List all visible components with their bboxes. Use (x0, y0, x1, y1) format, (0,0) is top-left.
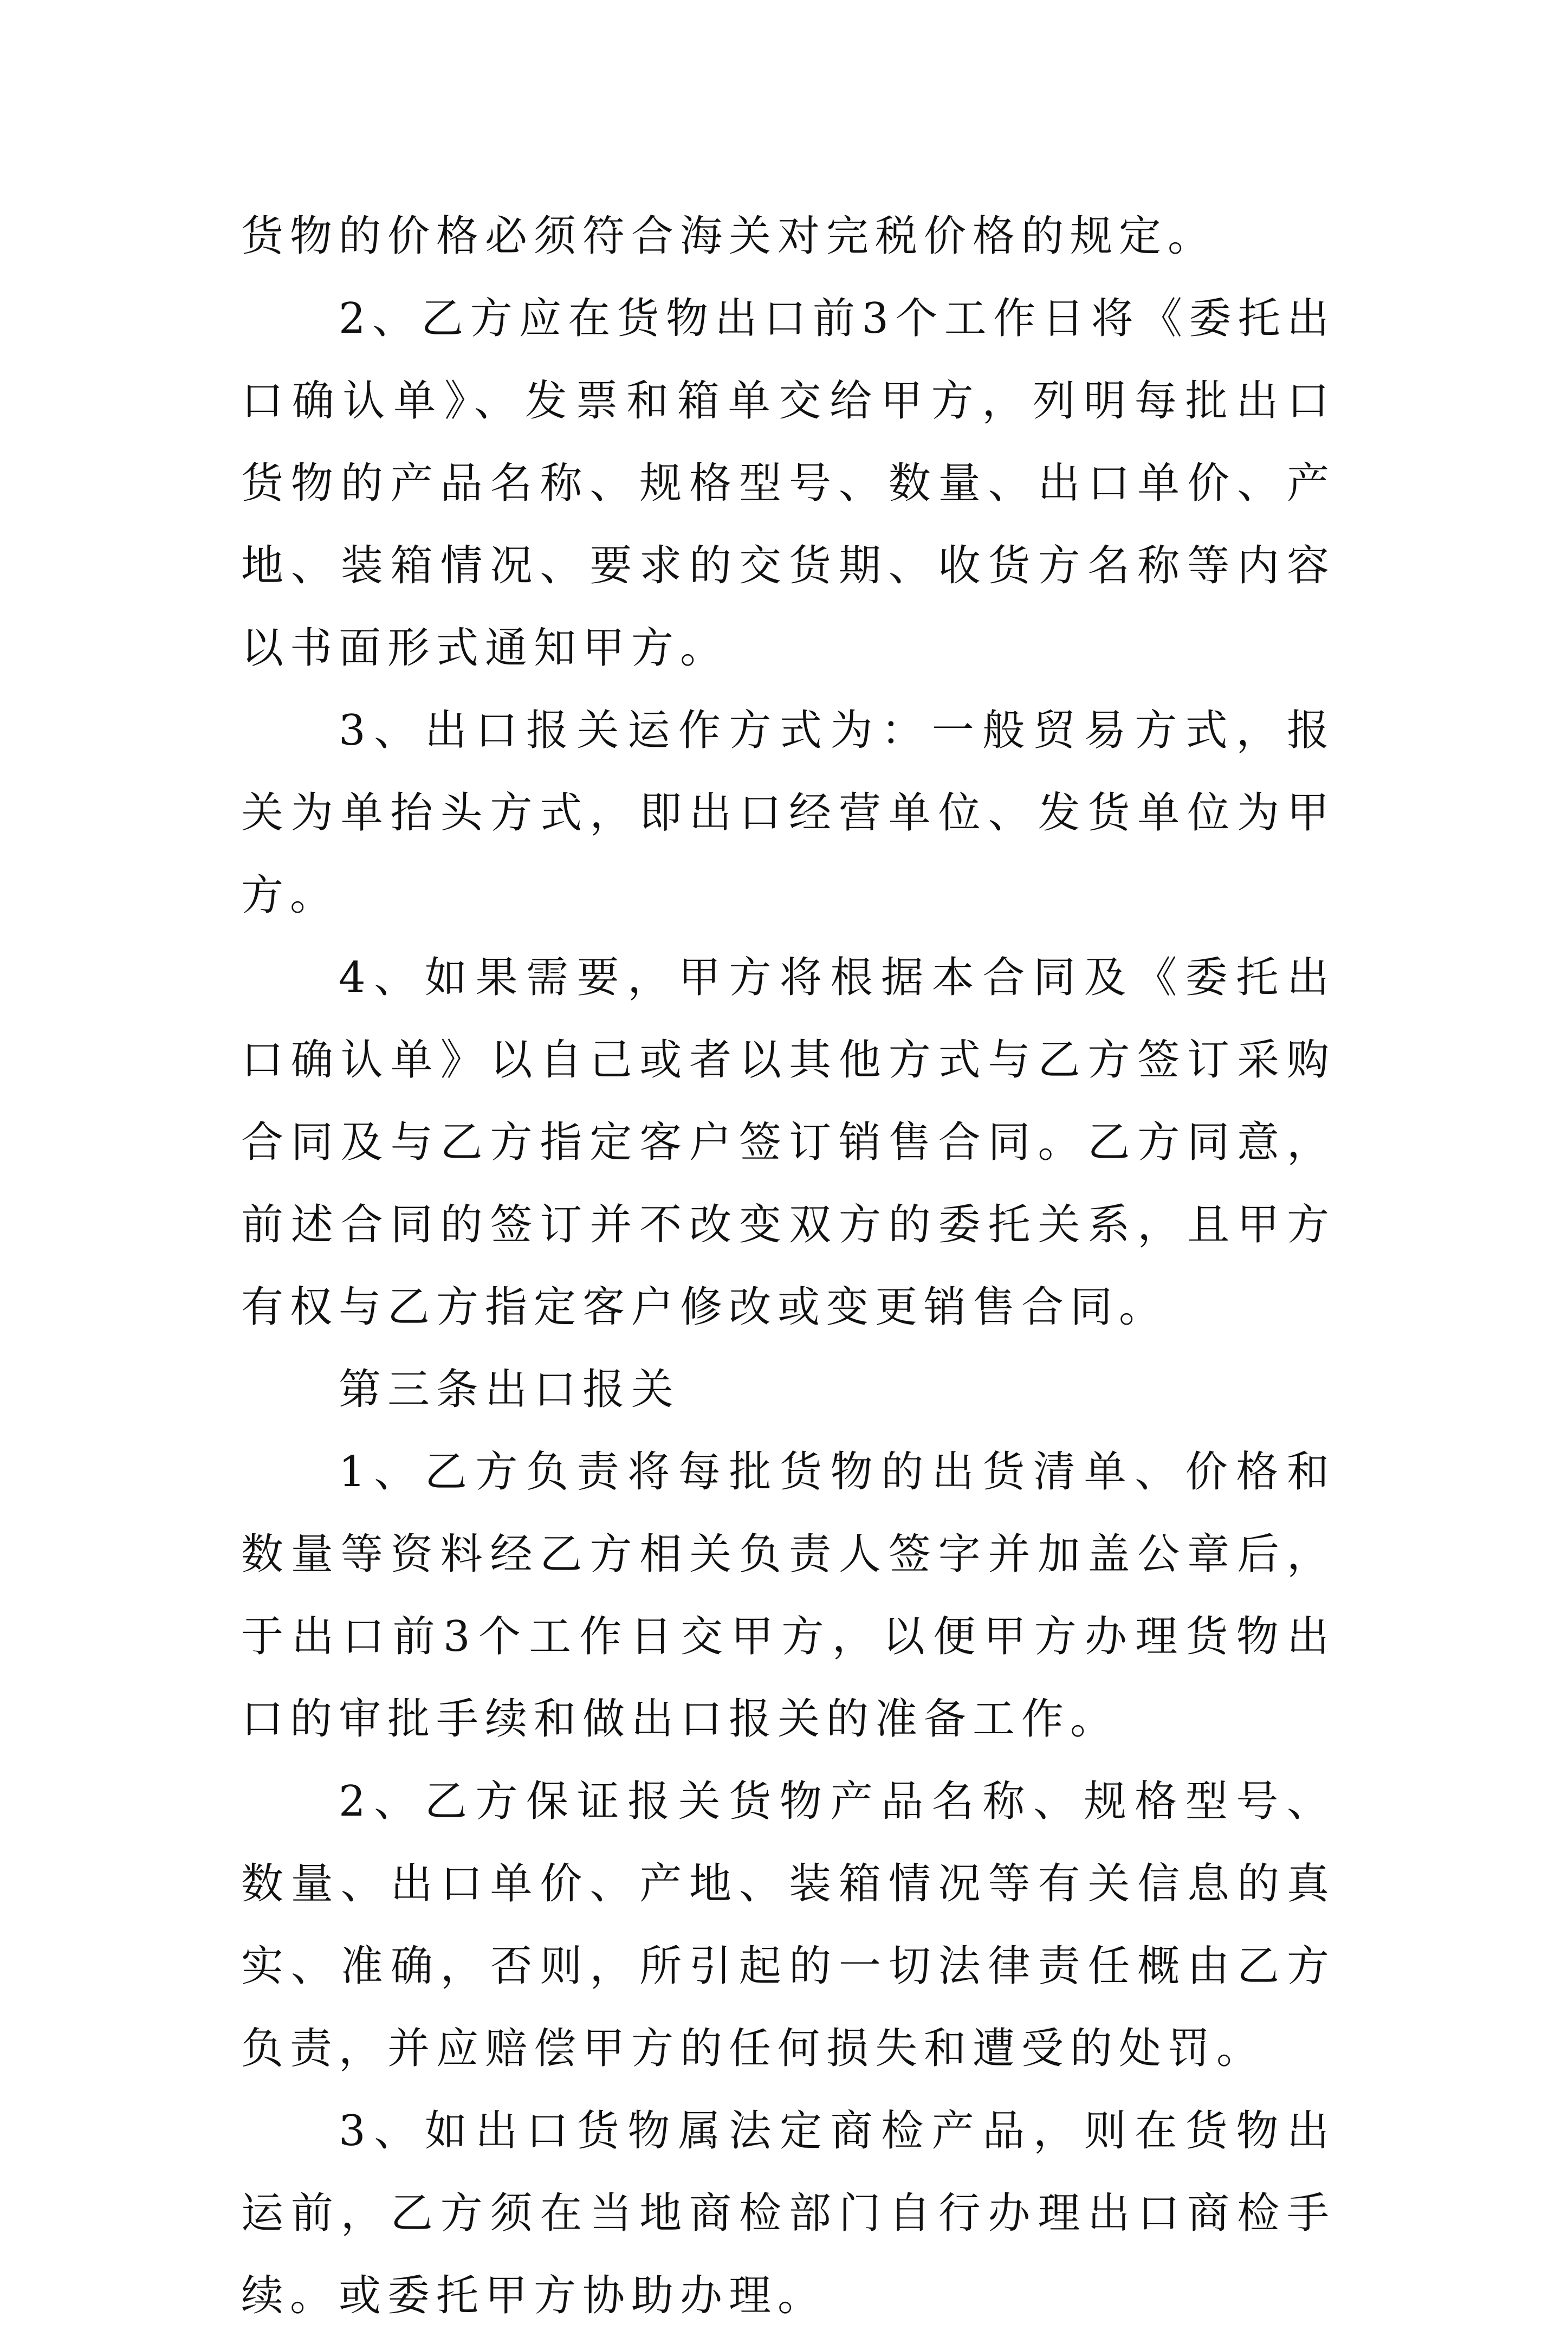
paragraph-clause-2-4: 4、如果需要，甲方将根据本合同及《委托出口确认单》以自己或者以其他方式与乙方签订采购合同及与乙方指定客户签订销售合同。乙方同意，前述合同的签订并不改变双方的委托关系，且甲方有权与乙方指定客户修改或变更销售合同。 (241, 953, 1336, 1332)
paragraph-clause-3-2: 2、乙方保证报关货物产品名称、规格型号、数量、出口单价、产地、装箱情况等有关信息的真实、准确，否则，所引起的一切法律责任概由乙方负责，并应赔偿甲方的任何损失和遭受的处罚。 (241, 1777, 1336, 2073)
paragraph-clause-2-2: 2、乙方应在货物出口前3个工作日将《委托出口确认单》、发票和箱单交给甲方，列明每批出口货物的产品名称、规格型号、数量、出口单价、产地、装箱情况、要求的交货期、收货方名称等内容以书面形式通知甲方。 (241, 294, 1336, 673)
paragraph-continuation: 货物的价格必须符合海关对完税价格的规定。 (241, 212, 1217, 261)
paragraph-clause-3-1: 1、乙方负责将每批货物的出货清单、价格和数量等资料经乙方相关负责人签字并加盖公章后，于出口前3个工作日交甲方，以便甲方办理货物出口的审批手续和做出口报关的准备工作。 (241, 1448, 1336, 1744)
document-body (241, 195, 1336, 2337)
section-heading-article-3: 第三条出口报关 (339, 1365, 681, 1414)
paragraph-clause-2-3: 3、出口报关运作方式为：一般贸易方式，报关为单抬头方式，即出口经营单位、发货单位为甲方。 (241, 706, 1336, 920)
paragraph-clause-3-3: 3、如出口货物属法定商检产品，则在货物出运前，乙方须在当地商检部门自行办理出口商检手续。或委托甲方协助办理。 (241, 2107, 1336, 2320)
